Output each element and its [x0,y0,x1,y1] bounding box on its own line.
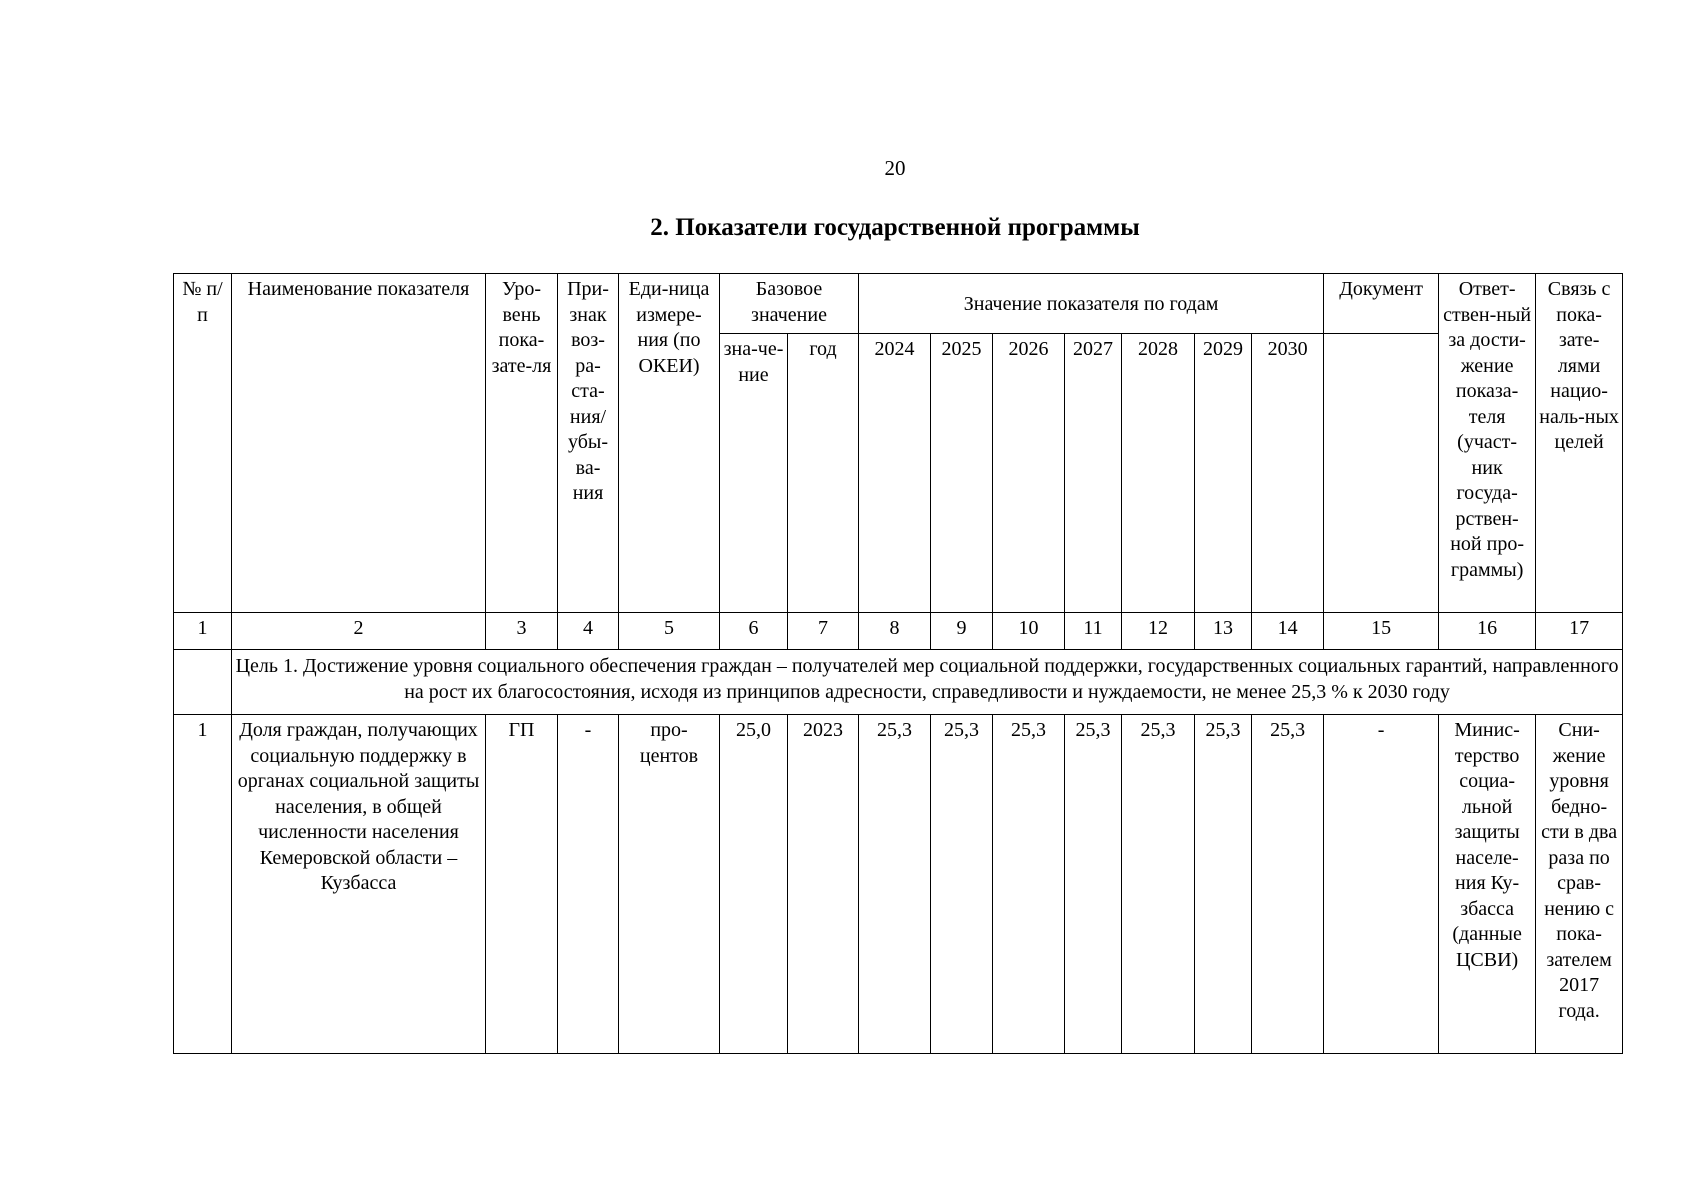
column-number: 4 [558,613,619,650]
header-base-year: год [788,334,859,613]
goal-num-empty [174,650,232,715]
column-number: 2 [232,613,486,650]
column-number: 7 [788,613,859,650]
header-year-2028: 2028 [1122,334,1195,613]
header-values-by-year: Значение показателя по годам [859,274,1324,334]
column-number: 17 [1536,613,1623,650]
row-name: Доля граждан, получающих социальную поддержку в органах социальной защиты населения, в общей численности населения Кемеровской области – Кузбасса [232,715,486,1054]
header-year-2027: 2027 [1065,334,1122,613]
row-value-2029: 25,3 [1195,715,1252,1054]
column-number: 15 [1324,613,1439,650]
row-value-2027: 25,3 [1065,715,1122,1054]
header-document: Документ [1324,274,1439,334]
header-row-top [174,274,1623,334]
header-sign: При-знак воз-ра-ста-ния/ убы-ва-ния [558,274,619,613]
column-number: 13 [1195,613,1252,650]
row-value-2025: 25,3 [931,715,993,1054]
column-number: 1 [174,613,232,650]
header-unit: Еди-ница измере-ния (по ОКЕИ) [619,274,720,613]
column-number: 9 [931,613,993,650]
column-number: 3 [486,613,558,650]
header-responsible: Ответ-ствен-ный за дости-жение показа-теля (участ-ник госуда-рствен-ной про-граммы) [1439,274,1536,613]
page-number: 20 [884,156,906,180]
row-value-2028: 25,3 [1122,715,1195,1054]
header-year-2026: 2026 [993,334,1065,613]
column-number: 5 [619,613,720,650]
goal-text: Цель 1. Достижение уровня социального обеспечения граждан – получателей мер социальной поддержки, государственных социальных гарантий, направленного на рост их благосостояния, исходя из принципов адресности, справедливости и нуждаемости, не менее 25,3 % к 2030 году [232,650,1623,715]
column-number: 11 [1065,613,1122,650]
column-number: 6 [720,613,788,650]
header-year-2025: 2025 [931,334,993,613]
row-value-2026: 25,3 [993,715,1065,1054]
header-year-2030: 2030 [1252,334,1324,613]
header-base-value: зна-че-ние [720,334,788,613]
column-number: 16 [1439,613,1536,650]
column-number-row [174,613,1623,650]
page-title: 2. Показатели государственной программы [650,214,1140,241]
row-num: 1 [174,715,232,1054]
row-base-year: 2023 [788,715,859,1054]
goal-row [174,650,1623,715]
row-responsible: Минис-терство социа-льной защиты населе-ния Ку-збасса (данные ЦСВИ) [1439,715,1536,1054]
column-number: 14 [1252,613,1324,650]
table-row [174,715,1623,1054]
row-value-2024: 25,3 [859,715,931,1054]
header-document-empty [1324,334,1439,613]
row-unit: про-центов [619,715,720,1054]
row-value-2030: 25,3 [1252,715,1324,1054]
row-base-value: 25,0 [720,715,788,1054]
header-name: Наименование показателя [232,274,486,613]
row-level: ГП [486,715,558,1054]
row-document: - [1324,715,1439,1054]
column-number: 10 [993,613,1065,650]
header-year-2024: 2024 [859,334,931,613]
indicators-table [173,273,1623,1054]
header-level: Уро-вень пока-зате-ля [486,274,558,613]
column-number: 12 [1122,613,1195,650]
header-link: Связь с пока-зате-лями нацио-наль-ных целей [1536,274,1623,613]
column-number: 8 [859,613,931,650]
row-sign: - [558,715,619,1054]
row-link: Сни-жение уровня бедно-сти в два раза по срав-нению с пока-зателем 2017 года. [1536,715,1623,1054]
header-num: № п/п [174,274,232,613]
header-base: Базовое значение [720,274,859,334]
header-year-2029: 2029 [1195,334,1252,613]
